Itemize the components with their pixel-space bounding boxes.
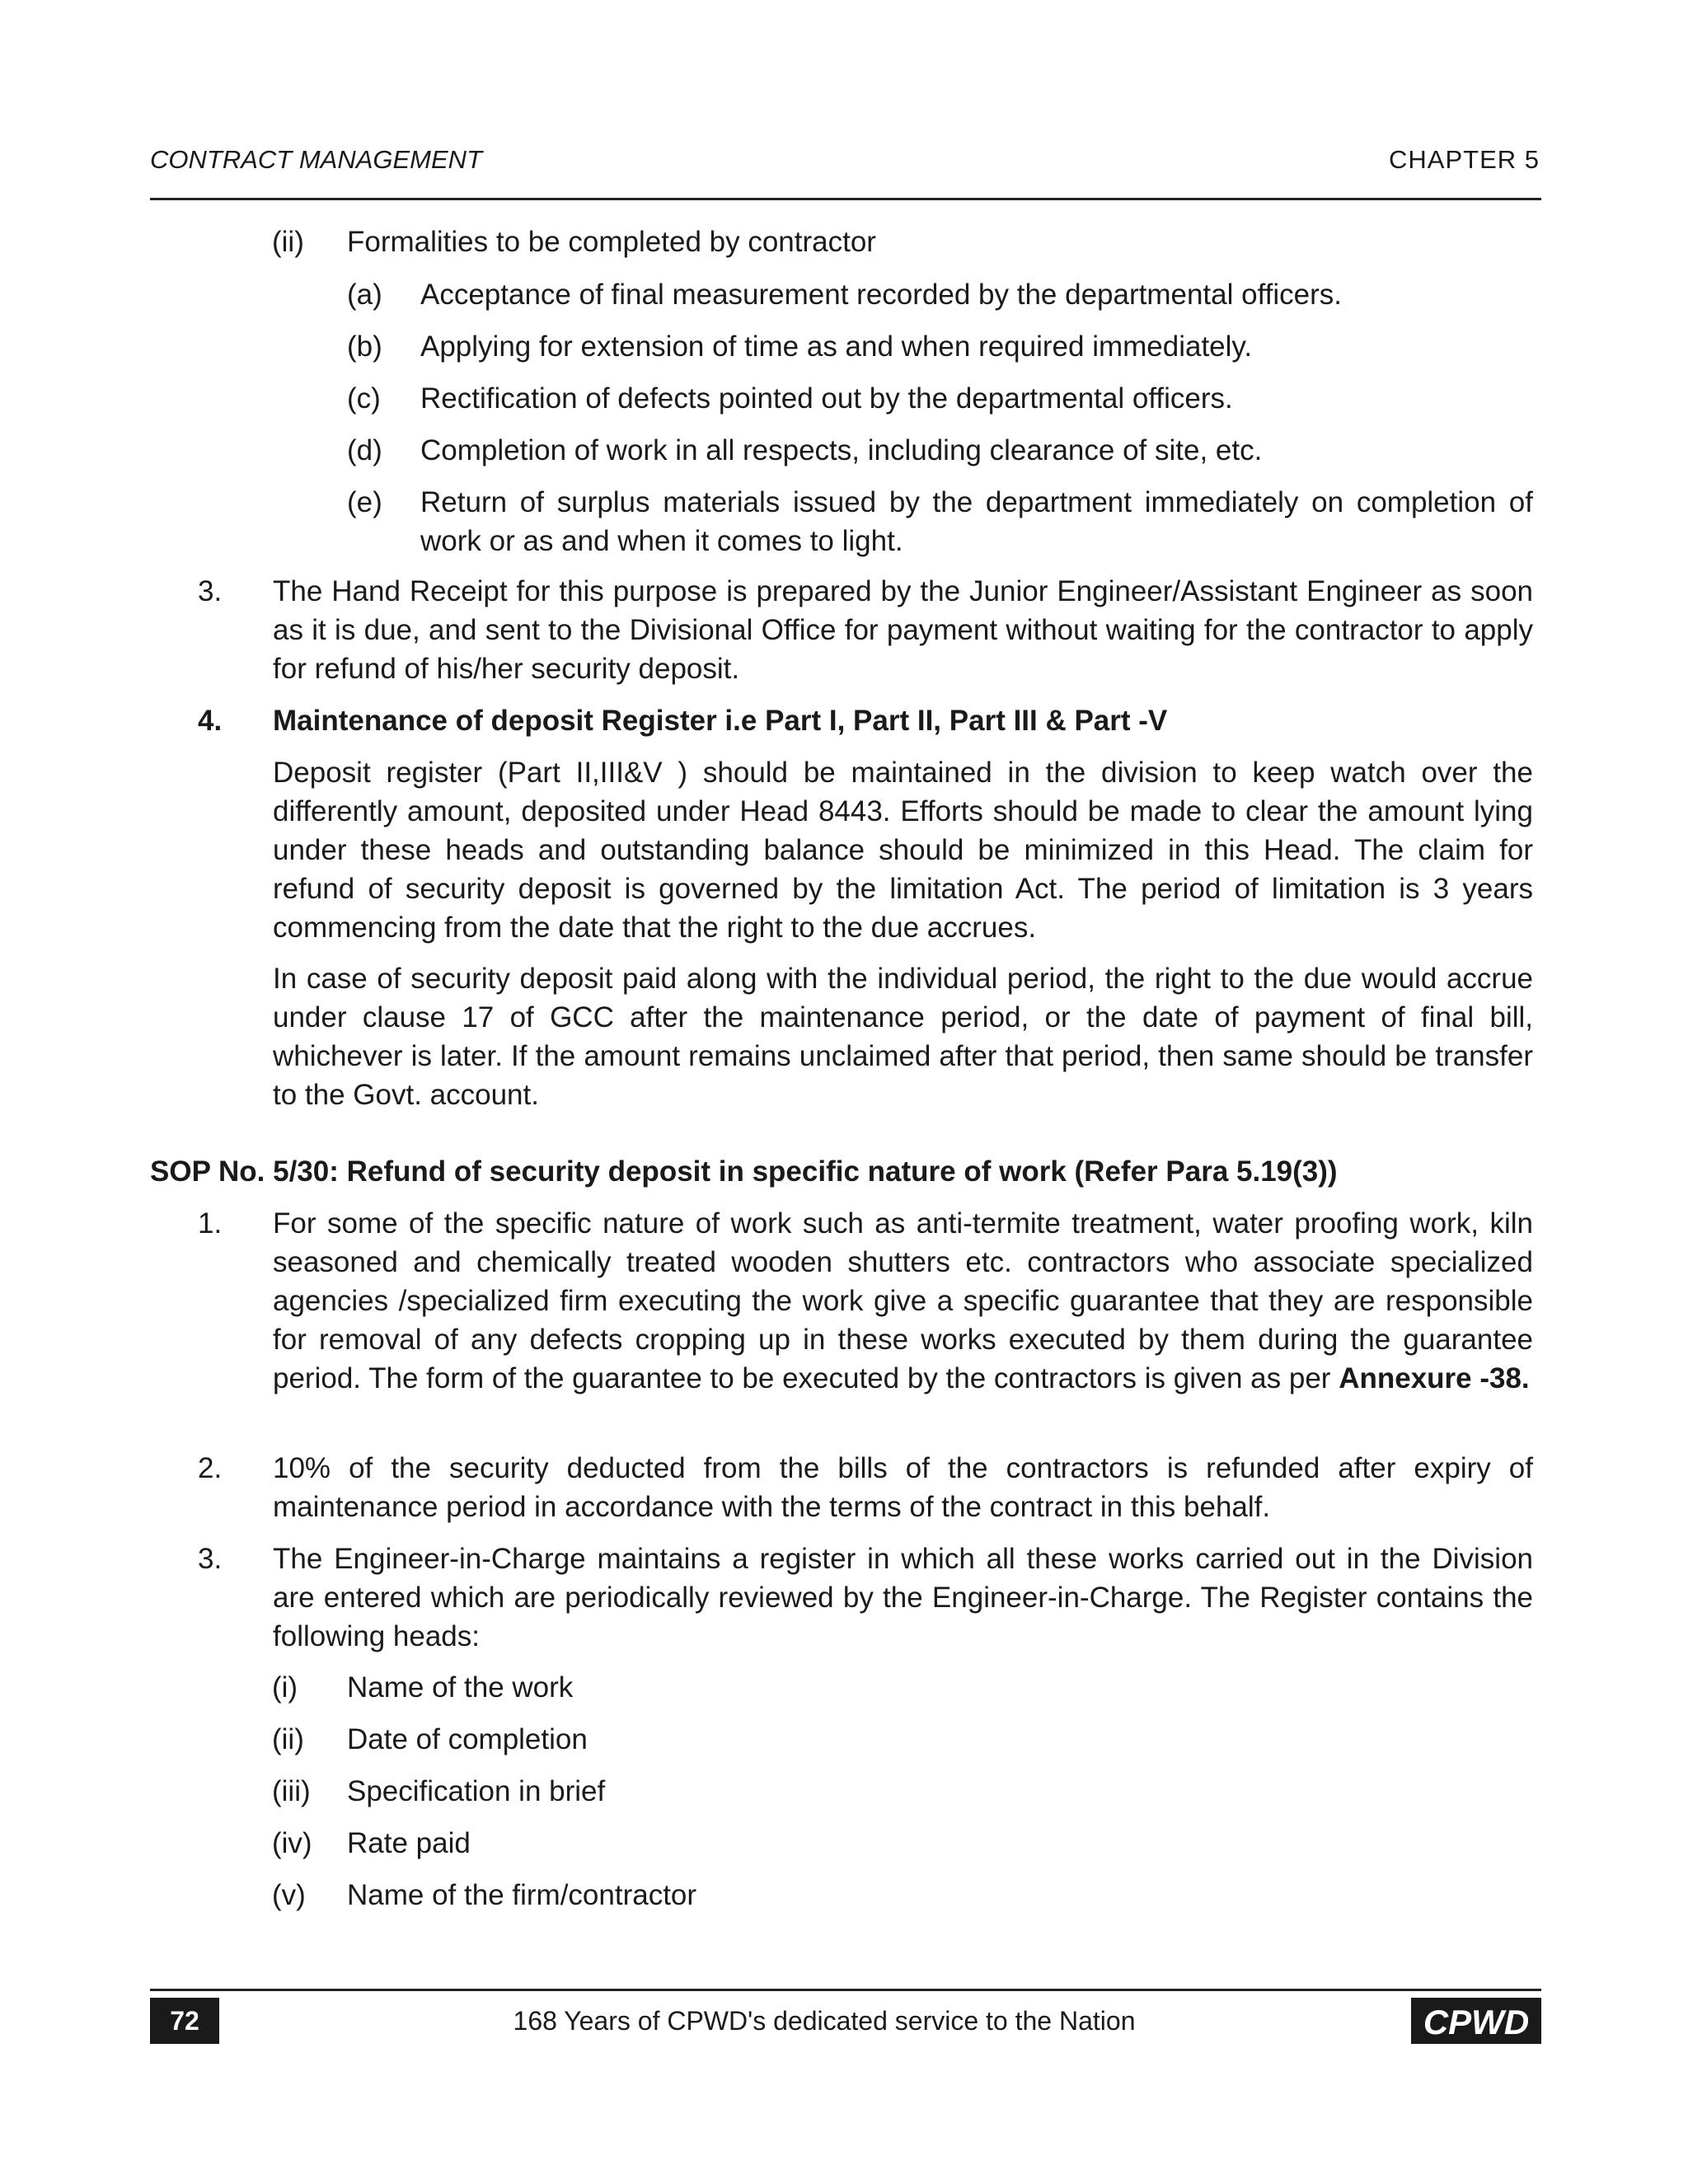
formalities-title: Formalities to be completed by contractor: [347, 226, 876, 258]
list-item: Rectification of defects pointed out by the departmental officers.: [420, 382, 1233, 415]
paragraph: The Hand Receipt for this purpose is prepared by the Junior Engineer/Assistant Engineer as soon as it is due, and sent to the Divisional Office for payment without waiting for the contractor to apply for refund of his/her security deposit.: [273, 575, 1533, 685]
annexure-reference: Annexure -38.: [1339, 1362, 1530, 1394]
list-marker: (b): [347, 330, 382, 363]
paragraph: In case of security deposit paid along with the individual period, the right to the due would accrue under clause 17 of GCC after the maintenance period, or the date of payment of final bill, whichever is later. If the amount remains unclaimed after that period, then same should be transfer to the Govt. account.: [273, 963, 1533, 1111]
list-marker: (e): [347, 486, 382, 518]
list-item: Name of the work: [347, 1671, 574, 1704]
list-marker: (d): [347, 434, 382, 466]
list-marker: (c): [347, 382, 381, 415]
list-item: Name of the firm/contractor: [347, 1879, 697, 1911]
list-marker: (iv): [272, 1827, 312, 1859]
list-item: Applying for extension of time as and when required immediately.: [420, 330, 1253, 363]
section-heading: Maintenance of deposit Register i.e Part I, Part II, Part III & Part -V: [273, 705, 1168, 737]
list-marker: 3.: [198, 1543, 223, 1575]
cpwd-logo: [1411, 1998, 1541, 2044]
list-marker: (a): [347, 279, 382, 311]
list-item: Date of completion: [347, 1723, 588, 1755]
list-marker: (ii): [272, 226, 304, 258]
list-item: Specification in brief: [347, 1775, 606, 1807]
list-marker: 4.: [198, 705, 223, 737]
list-item: Completion of work in all respects, including clearance of site, etc.: [420, 434, 1263, 466]
paragraph-text: For some of the specific nature of work such as anti-termite treatment, water proofing work, kiln seasoned and chemically treated wooden shutters etc. contractors who associate specialized agencies /specialized firm executing the work give a specific guarantee that they are responsible for removal of any defects cropping up in these works executed by them during the guarantee period. The form of the guarantee to be executed by the contractors is given as per: [273, 1207, 1533, 1394]
footer-tagline: 168 Years of CPWD's dedicated service to the Nation: [513, 2006, 1136, 2036]
paragraph: Deposit register (Part II,III&V ) should be maintained in the division to keep watch over the differently amount, deposited under Head 8443. Efforts should be made to clear the amount lying under these heads and outstanding balance should be minimized in this Head. The claim for refund of security deposit is governed by the limitation Act. The period of limitation is 3 years commencing from the date that the right to the due accrues.: [273, 757, 1533, 944]
page-number: 72: [150, 1998, 219, 2044]
logo-text: CPWD: [1423, 2003, 1530, 2041]
list-item: Acceptance of final measurement recorded by the departmental officers.: [420, 279, 1343, 311]
list-marker: (v): [272, 1879, 306, 1911]
paragraph: The Engineer-in-Charge maintains a register in which all these works carried out in the Division are entered which are periodically reviewed by the Engineer-in-Charge. The Register contains the following heads:: [273, 1543, 1533, 1652]
paragraph: 10% of the security deducted from the bills of the contractors is refunded after expiry of maintenance period in accordance with the terms of the contract in this behalf.: [273, 1452, 1533, 1523]
running-header-title: CONTRACT MANAGEMENT: [150, 145, 482, 174]
list-marker: (i): [272, 1671, 298, 1704]
list-marker: (ii): [272, 1723, 304, 1755]
running-header-chapter: CHAPTER 5: [1389, 145, 1540, 174]
header-divider: [150, 198, 1541, 200]
list-marker: 1.: [198, 1207, 223, 1240]
paragraph: [273, 1204, 1533, 1398]
sop-heading: SOP No. 5/30: Refund of security deposit in specific nature of work (Refer Para 5.19(3)): [150, 1155, 1338, 1188]
list-marker: 2.: [198, 1452, 223, 1484]
footer-divider: [150, 1989, 1541, 1991]
list-marker: (iii): [272, 1775, 311, 1807]
list-item: Rate paid: [347, 1827, 471, 1859]
list-item: Return of surplus materials issued by the department immediately on completion of work or as and when it comes to light.: [420, 486, 1533, 557]
list-marker: 3.: [198, 575, 223, 607]
